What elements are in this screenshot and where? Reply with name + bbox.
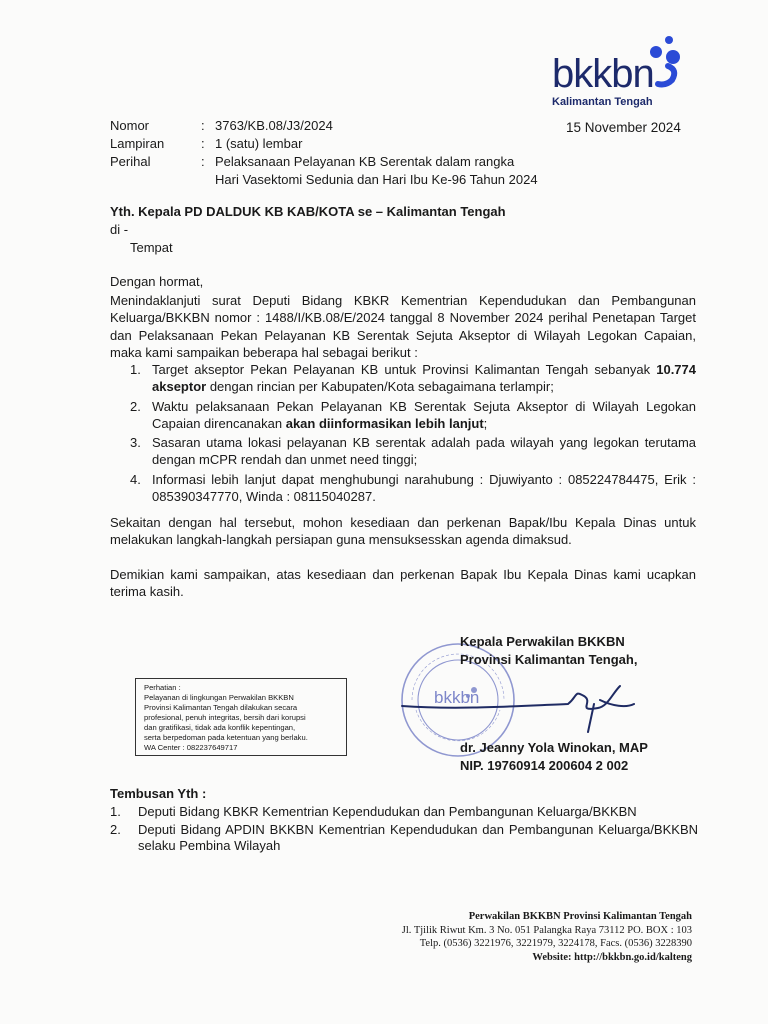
footer-website: Website: http://bkkbn.go.id/kalteng xyxy=(532,951,692,963)
closing-line: Sekaitan dengan hal tersebut, mohon kesediaan dan perkenan Bapak/Ibu Kepala Dinas untuk xyxy=(110,515,696,530)
cc-title: Tembusan Yth : xyxy=(110,786,207,801)
item-bold-text: akan diinformasikan lebih lanjut xyxy=(285,415,484,431)
notice-title: Perhatian : xyxy=(144,683,181,692)
signatory-title-line-2: Provinsi Kalimantan Tengah, xyxy=(460,652,638,667)
greeting: Dengan hormat, xyxy=(110,274,204,289)
item-bold-text: akseptor xyxy=(152,379,207,395)
list-item xyxy=(128,434,696,469)
opening-line: maka kami sampaikan beberapa hal sebagai berikut : xyxy=(110,344,418,360)
item-text: dengan rincian per Kabupaten/Kota sebagaimana terlampir; xyxy=(206,379,554,395)
handwritten-signature-icon xyxy=(398,676,638,736)
perihal-value-line-1: Pelaksanaan Pelayanan KB Serentak dalam rangka xyxy=(215,154,515,169)
footer-org: Perwakilan BKKBN Provinsi Kalimantan Tengah xyxy=(468,911,692,922)
opening-line: Menindaklanjuti surat Deputi Bidang KBKR Kementrian Kependudukan dan Pembangunan xyxy=(110,293,696,308)
points-list xyxy=(128,361,696,505)
signatory-name: dr. Jeanny Yola Winokan, MAP xyxy=(460,740,648,755)
list-item xyxy=(128,471,696,506)
letter-date: 15 November 2024 xyxy=(566,120,681,135)
colon: : xyxy=(201,118,205,133)
colon: : xyxy=(201,154,205,169)
footer-address: Jl. Tjilik Riwut Km. 3 No. 051 Palangka Raya 73112 PO. BOX : 103 xyxy=(401,924,692,936)
opening-line: dan Pelaksanaan Pekan Pelayanan KB Serentak Sejuta Akseptor di Wilayah Legokan Capaian, xyxy=(110,327,696,343)
item-text: Waktu pelaksanaan Pekan Pelayanan KB Serentak Sejuta Akseptor di Wilayah Legokan xyxy=(152,398,696,414)
signatory-title-line-1: Kepala Perwakilan BKKBN xyxy=(460,634,625,649)
bkkbn-logo-text: bkkbn xyxy=(552,52,654,96)
notice-line: dan gratifikasi, tidak ada konflik kepentingan, xyxy=(144,723,296,732)
closing-line: terima kasih. xyxy=(110,584,184,600)
item-text: Informasi lebih lanjut dapat menghubungi narahubung : Djuwiyanto : 085224784475, Erik : xyxy=(152,471,696,487)
letter-footer xyxy=(402,910,692,964)
notice-line: WA Center : 082237649717 xyxy=(144,743,238,752)
item-text: 085390347770, Winda : 08115040287. xyxy=(152,489,376,505)
closing-line: melakukan langkah-langkah persiapan guna mensuksesskan agenda dimaksud. xyxy=(110,532,572,548)
cc-number: 1. xyxy=(110,804,121,819)
logo-subtitle: Kalimantan Tengah xyxy=(552,96,653,108)
cc-item: Deputi Bidang KBKR Kementrian Kependudukan dan Pembangunan Keluarga/BKKBN xyxy=(138,804,637,819)
stamp-logo-text: bkkbn xyxy=(434,688,480,707)
recipient-di: di - xyxy=(110,222,129,237)
perihal-label: Perihal xyxy=(110,154,151,169)
item-text: Capaian direncanakan xyxy=(152,415,286,431)
opening-line: Keluarga/BKKBN nomor : 1488/I/KB.08/E/2024 tanggal 8 November 2024 perihal Penetapan Target xyxy=(110,310,696,326)
closing-paragraph-1 xyxy=(110,514,696,549)
notice-line: Pelayanan di lingkungan Perwakilan BKKBN xyxy=(144,693,294,702)
notice-line: serta berpedoman pada ketentuan yang berlaku. xyxy=(144,733,308,742)
item-text: Sasaran utama lokasi pelayanan KB serentak adalah pada wilayah yang legokan terutama xyxy=(152,435,696,451)
notice-line: profesional, penuh integritas, bersih dari korupsi xyxy=(144,713,306,722)
item-text: ; xyxy=(483,415,488,431)
item-text: dengan mCPR rendah dan unmet need tinggi; xyxy=(152,452,418,468)
recipient: Yth. Kepala PD DALDUK KB KAB/KOTA se – Kalimantan Tengah xyxy=(110,204,506,219)
cc-number: 2. xyxy=(110,822,121,837)
nomor-value: 3763/KB.08/J3/2024 xyxy=(215,118,333,133)
item-number: 2. xyxy=(130,398,141,414)
list-item xyxy=(128,361,696,396)
signatory-nip: NIP. 19760914 200604 2 002 xyxy=(460,758,629,773)
footer-phone: Telp. (0536) 3221976, 3221979, 3224178, Facs. (0536) 3228390 xyxy=(419,938,692,949)
nomor-label: Nomor xyxy=(110,118,150,133)
item-number: 3. xyxy=(130,435,141,451)
item-number: 1. xyxy=(130,362,141,377)
list-item xyxy=(128,398,696,433)
integrity-notice-box xyxy=(135,678,347,756)
item-number: 4. xyxy=(130,471,141,487)
closing-line: Demikian kami sampaikan, atas kesediaan dan perkenan Bapak Ibu Kepala Dinas kami ucapkan xyxy=(110,567,696,582)
opening-paragraph xyxy=(110,292,696,361)
item-bold-text: 10.774 xyxy=(656,362,696,377)
closing-paragraph-2 xyxy=(110,566,696,601)
perihal-value-line-2: Hari Vasektomi Sedunia dan Hari Ibu Ke-96 Tahun 2024 xyxy=(215,172,538,187)
cc-item: Deputi Bidang APDIN BKKBN Kementrian Kependudukan dan Pembangunan Keluarga/BKKBN xyxy=(138,822,698,837)
cc-item-continued: selaku Pembina Wilayah xyxy=(138,838,281,853)
colon: : xyxy=(201,136,205,151)
notice-line: Provinsi Kalimantan Tengah dilakukan secara xyxy=(144,703,298,712)
item-text: Target akseptor Pekan Pelayanan KB untuk Provinsi Kalimantan Tengah sebanyak xyxy=(152,362,657,377)
lampiran-label: Lampiran xyxy=(110,136,165,151)
lampiran-value: 1 (satu) lembar xyxy=(215,136,303,151)
recipient-place: Tempat xyxy=(130,240,173,255)
